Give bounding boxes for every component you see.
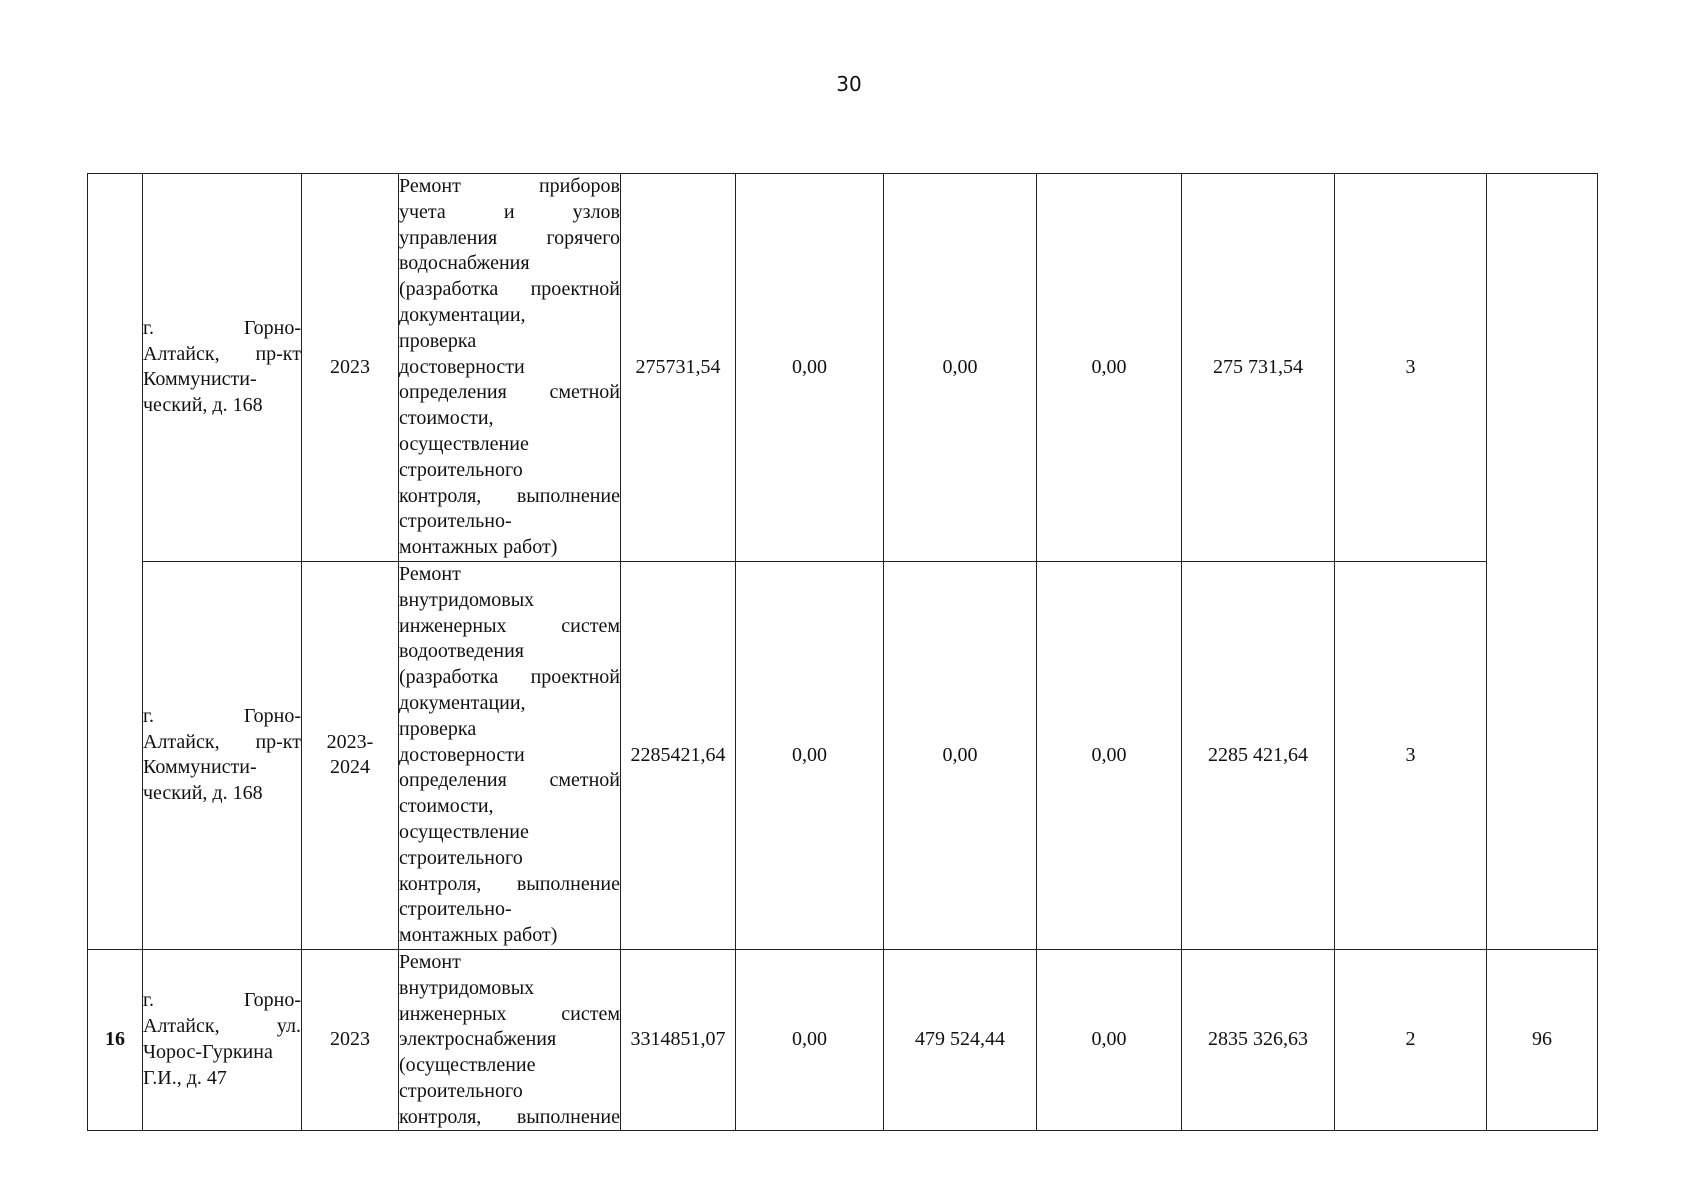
page-number: 30: [836, 72, 862, 96]
address-cell: г. Горно- Алтайск, пр-кт Коммунисти- ческий, д. 168: [143, 174, 302, 562]
work-description-cell: Ремонт приборов учета и узлов управления горячего водоснабжения (разработка проектной документации, проверка достоверности определения сметной стоимости, осуществление строительного контроля, выполнение строительно- монтажных работ): [399, 174, 621, 562]
amount-cell-d: 2835 326,63: [1182, 949, 1335, 1130]
amount-cell-c: 0,00: [1037, 561, 1182, 949]
amount-cell-a: 0,00: [736, 949, 884, 1130]
work-description-cell: Ремонт внутридомовых инженерных систем электроснабжения (осуществление строительного контроля, выполнение: [399, 949, 621, 1130]
year-cell: 2023- 2024: [302, 561, 399, 949]
value-cell-e: 2: [1335, 949, 1487, 1130]
table-row: [88, 949, 1598, 1130]
amount-cell-b: 0,00: [884, 561, 1037, 949]
amount-cell-c: 0,00: [1037, 174, 1182, 562]
amount-cell-b: 0,00: [884, 174, 1037, 562]
table-row: [88, 174, 1598, 562]
total-cost-cell: 2285421,64: [621, 561, 736, 949]
value-cell-e: 3: [1335, 561, 1487, 949]
amount-cell-c: 0,00: [1037, 949, 1182, 1130]
amount-cell-b: 479 524,44: [884, 949, 1037, 1130]
row-number-cell: [88, 174, 143, 950]
value-cell-f: 96: [1487, 949, 1598, 1130]
total-cost-cell: 3314851,07: [621, 949, 736, 1130]
amount-cell-d: 275 731,54: [1182, 174, 1335, 562]
amount-cell-d: 2285 421,64: [1182, 561, 1335, 949]
address-cell: г. Горно- Алтайск, пр-кт Коммунисти- ческий, д. 168: [143, 561, 302, 949]
address-cell: г. Горно- Алтайск, ул. Чорос-Гуркина Г.И., д. 47: [143, 949, 302, 1130]
year-cell: 2023: [302, 949, 399, 1130]
capital-repair-table: [87, 173, 1598, 1131]
value-cell-f: [1487, 174, 1598, 950]
total-cost-cell: 275731,54: [621, 174, 736, 562]
amount-cell-a: 0,00: [736, 174, 884, 562]
work-description-cell: Ремонт внутридомовых инженерных систем водоотведения (разработка проектной документации, проверка достоверности определения сметной стоимости, осуществление строительного контроля, выполнение строительно- монтажных работ): [399, 561, 621, 949]
table-row: [88, 561, 1598, 949]
row-number-cell: 16: [88, 949, 143, 1130]
amount-cell-a: 0,00: [736, 561, 884, 949]
year-cell: 2023: [302, 174, 399, 562]
value-cell-e: 3: [1335, 174, 1487, 562]
